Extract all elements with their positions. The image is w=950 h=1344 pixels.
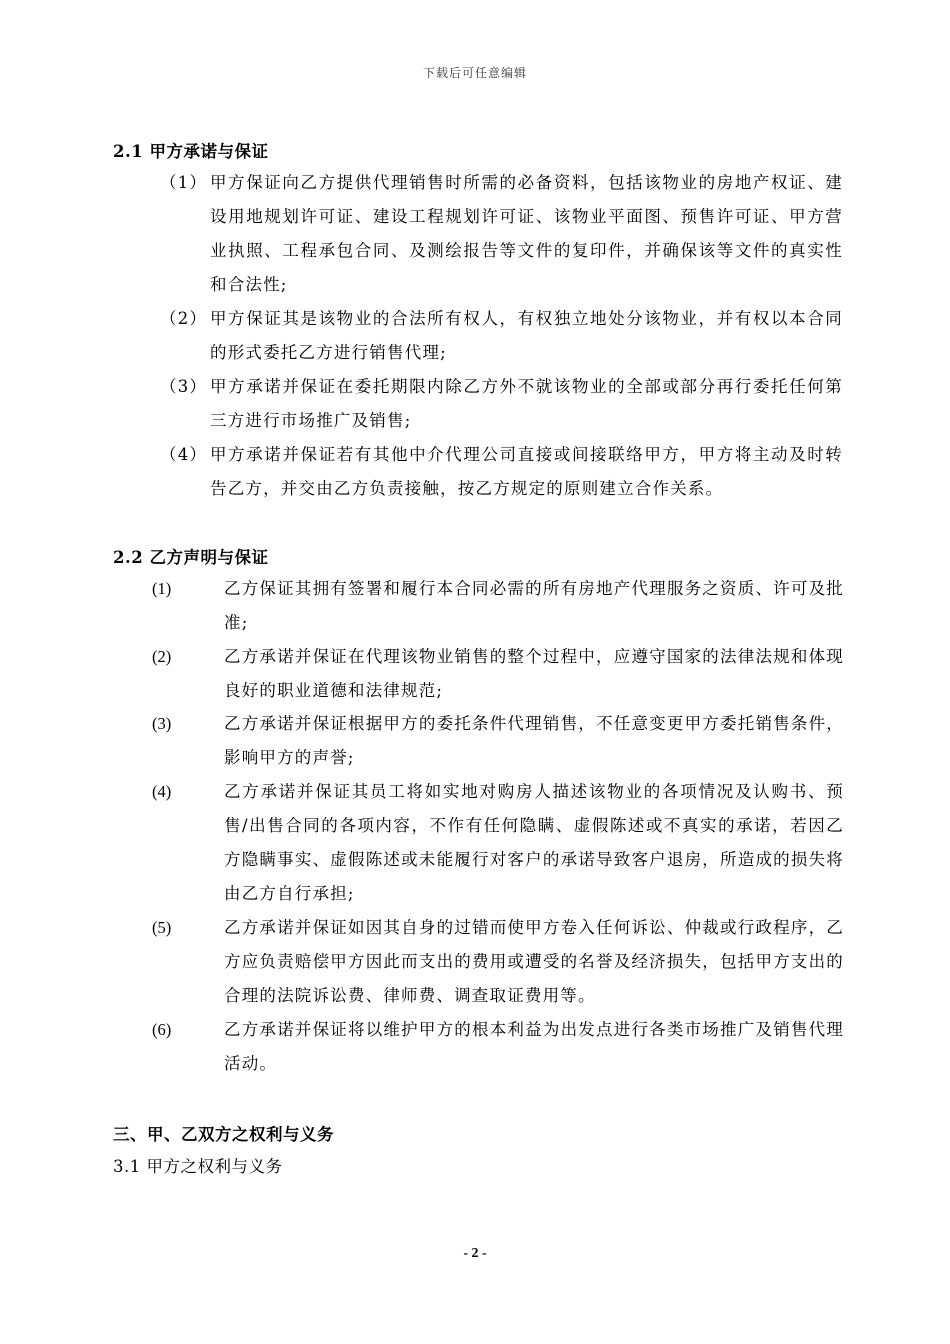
item-number: （2）	[160, 309, 208, 328]
header-note: 下载后可任意编辑	[422, 66, 527, 80]
item-number: (3)	[152, 714, 172, 733]
item-text: 甲方保证向乙方提供代理销售时所需的必备资料，包括该物业的房地产权证、建设用地规划许可证、建设工程规划许可证、该物业平面图、预售许可证、甲方营业执照、工程承包合同、及测绘报告等文件的复印件，并确保该等文件的真实性和合法性;	[210, 173, 843, 294]
item-text: 乙方承诺并保证在代理该物业销售的整个过程中，应遵守国家的法律法规和体现良好的职业道德和法律规范;	[224, 647, 844, 700]
section-2-2-item-6	[152, 1013, 852, 1081]
section-2-2-item-3	[152, 707, 852, 775]
item-text: 乙方承诺并保证其员工将如实地对购房人描述该物业的各项情况及认购书、预售/出售合同的各项内容，不作有任何隐瞒、虚假陈述或不真实的承诺，若因乙方隐瞒事实、虚假陈述或未能履行对客户的承诺导致客户退房，所造成的损失将由乙方自行承担;	[224, 782, 844, 903]
item-number: （3）	[160, 377, 208, 396]
item-number: (5)	[152, 918, 172, 937]
item-text: 甲方承诺并保证在委托期限内除乙方外不就该物业的全部或部分再行委托任何第三方进行市场推广及销售;	[210, 377, 843, 430]
item-text: 甲方承诺并保证若有其他中介代理公司直接或间接联络甲方，甲方将主动及时转告乙方，并交由乙方负责接触，按乙方规定的原则建立合作关系。	[210, 445, 843, 498]
item-text: 甲方保证其是该物业的合法所有权人，有权独立地处分该物业，并有权以本合同的形式委托乙方进行销售代理;	[210, 309, 843, 362]
item-text: 乙方承诺并保证如因其自身的过错而使甲方卷入任何诉讼、仲裁或行政程序，乙方应负责赔偿甲方因此而支出的费用或遭受的名誉及经济损失，包括甲方支出的合理的法院诉讼费、律师费、调查取证费用等。	[224, 918, 844, 1005]
section-2-1-item-2	[160, 302, 850, 370]
item-number: (1)	[152, 579, 172, 598]
item-text: 乙方保证其拥有签署和履行本合同必需的所有房地产代理服务之资质、许可及批准;	[224, 579, 844, 632]
item-number: （1）	[160, 173, 208, 192]
item-text: 乙方承诺并保证根据甲方的委托条件代理销售，不任意变更甲方委托销售条件，影响甲方的声誉;	[224, 714, 844, 767]
section-2-2-item-4	[152, 775, 852, 911]
page-number: - 2 -	[463, 1246, 487, 1261]
item-number: (2)	[152, 647, 172, 666]
section-2-2-item-1	[152, 572, 852, 640]
section-2-1-heading: 2.1 甲方承诺与保证	[113, 142, 269, 161]
section-2-2-item-5	[152, 911, 852, 1013]
item-number: (4)	[152, 782, 172, 801]
section-2-2-item-2	[152, 640, 852, 708]
section-3-1-subheading: 3.1 甲方之权利与义务	[113, 1157, 283, 1176]
section-2-1-item-1	[160, 166, 850, 302]
section-3-heading: 三、甲、乙双方之权利与义务	[113, 1125, 334, 1144]
item-number: （4）	[160, 445, 208, 464]
section-2-1-item-3	[160, 370, 850, 438]
section-2-2-heading: 2.2 乙方声明与保证	[113, 548, 269, 567]
section-2-1-item-4	[160, 438, 850, 506]
item-text: 乙方承诺并保证将以维护甲方的根本利益为出发点进行各类市场推广及销售代理活动。	[224, 1020, 844, 1073]
item-number: (6)	[152, 1020, 172, 1039]
